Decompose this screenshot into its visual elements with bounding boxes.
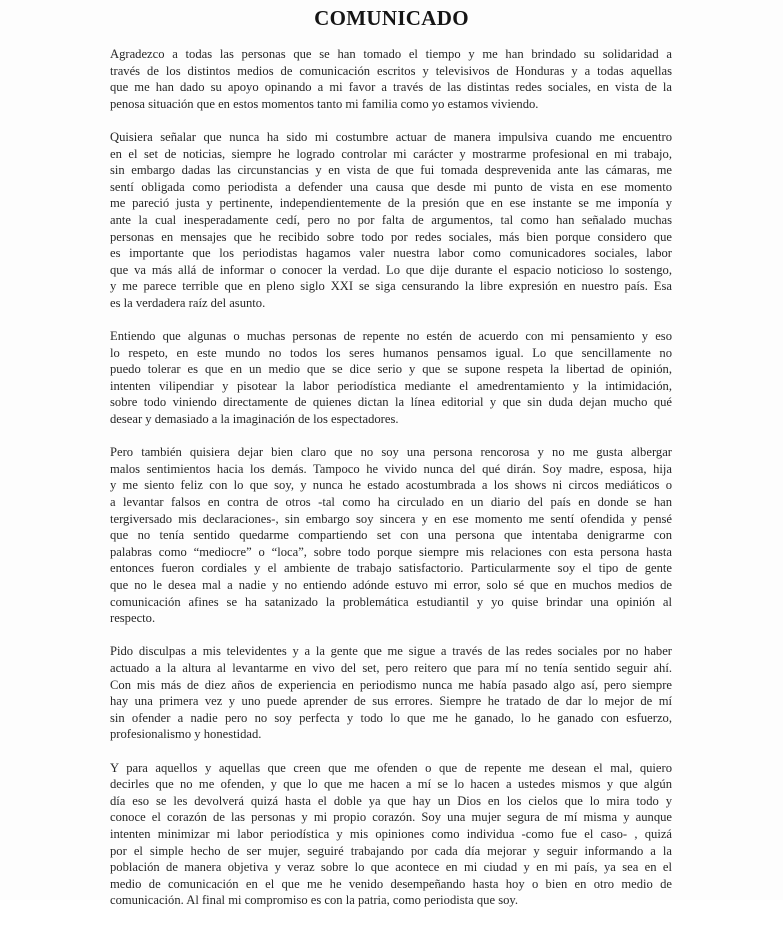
- text-line: lo respeto, en este mundo no todos los seres humanos pensamos igual. Lo que sencillamente no: [110, 345, 672, 360]
- text-line: entonces fueron cordiales y el ambiente de trabajo satisfactorio. Particularmente soy el tipo de gente: [110, 561, 672, 576]
- text-line: decirles que no me ofenden, y que lo que me hacen a mí se lo hacen a ustedes mismos y que algún: [110, 777, 672, 792]
- paragraph-clarification: [110, 444, 672, 627]
- text-line: desear y demasiado a la imaginación de los espectadores.: [110, 412, 399, 427]
- text-line: puedo tolerar es que en un medio que se dice serio y que se supone respeta la libertad de opinión,: [110, 362, 672, 377]
- text-line: población de manera objetiva y veraz sobre lo que acontece en mi ciudad y en mi país, ya sea en el: [110, 860, 672, 875]
- text-line: que no le desea mal a nadie y no entiendo adónde estuvo mi error, solo sé que en muchos medios de: [110, 578, 672, 592]
- paragraph-closing: [110, 760, 672, 909]
- text-line: Entiendo que algunas o muchas personas de repente no estén de acuerdo con mi pensamiento y eso: [110, 329, 672, 344]
- text-line: profesionalismo y honestidad.: [110, 727, 262, 742]
- text-line: personas en mensajes que he recibido sobre todo por redes sociales, más bien porque considero que: [110, 229, 672, 244]
- text-line: Con mis más de diez años de experiencia en periodismo nunca me había pasado algo así, pero siempre: [110, 677, 672, 692]
- text-line: sin embargo dadas las circunstancias y en vista de que fui tomada desprevenida ante las cámaras, me: [110, 163, 672, 178]
- text-line: Pido disculpas a mis televidentes y a la gente que me sigue a través de las redes sociales por no haber: [110, 644, 672, 659]
- text-line: Y para aquellos y aquellas que creen que me ofenden o que de repente me desean el mal, quiero: [110, 760, 672, 775]
- text-line: que me han dado su apoyo opinando a mi favor a través de las distintas redes sociales, en vista de la: [110, 80, 672, 95]
- text-line: intenten minimizar mi labor periodística y mis opiniones como individua -como fue el caso- , quizá: [110, 826, 672, 841]
- paragraph-explanation: [110, 129, 672, 312]
- document-body: [110, 46, 672, 925]
- text-line: medio de comunicación en el que me he venido desempeñando hasta hoy o bien en otro medio de: [110, 876, 672, 891]
- text-line: sin ofender a nadie pero no soy perfecta y todo lo que me he ganado, lo he ganado con esfuerzo,: [110, 710, 672, 725]
- paragraph-apology: [110, 643, 672, 743]
- text-line: respecto.: [110, 611, 156, 626]
- text-line: por el simple hecho de ser mujer, seguiré trabajando por cada día mejorar y seguir informando a la: [110, 843, 672, 858]
- text-line: y me parece terrible que en pleno siglo XXI se siga censurando la libre expresión en nuestro país. Esa: [110, 279, 672, 294]
- text-line: hay una primera vez y uno puede aprender de sus errores. Siempre he tratado de dar lo mejor de mí: [110, 694, 672, 709]
- text-line: conoce el corazón de las personas y mi propio corazón. Soy una mujer segura de mí misma y aunque: [110, 810, 672, 825]
- text-line: y me siento feliz con lo que soy, y nunca he estado acostumbrada a los shows ni circos mediáticos o: [110, 478, 672, 493]
- text-line: día eso se les devolverá quizá hasta el doble ya que hay un Dios en los cielos que lo mira todo y: [110, 793, 672, 808]
- paragraph-respect: [110, 328, 672, 428]
- text-line: penosa situación que en estos momentos tanto mi familia como yo estamos viviendo.: [110, 96, 539, 111]
- paragraph-gratitude: [110, 46, 672, 112]
- text-line: sobre todo viniendo directamente de quienes dictan la línea editorial y que sin duda dejan mucho qué: [110, 395, 672, 410]
- text-line: Quisiera señalar que nunca ha sido mi costumbre actuar de manera impulsiva cuando me encuentro: [110, 129, 672, 144]
- text-line: comunicación. Al final mi compromiso es con la patria, como periodista que soy.: [110, 893, 519, 908]
- text-line: ante la cual inesperadamente cedí, pero no por falta de argumentos, tal como han señalado muchas: [110, 212, 672, 227]
- text-line: me pareció justa y pertinente, independientemente de la presión que en ese instante se me imponía y: [110, 196, 672, 211]
- text-line: tergiversado mis declaraciones-, sin embargo soy sincera y en ese momento me sentí ofendida y pensé: [110, 511, 672, 526]
- text-line: intenten vilipendiar y pisotear la labor periodística mediante el amedrentamiento y la intimidación,: [110, 378, 672, 393]
- document-title: COMUNICADO: [314, 6, 469, 30]
- text-line: sentí obligada como periodista a defender una causa que desde mi punto de vista en ese momento: [110, 179, 672, 194]
- text-line: Pero también quisiera dejar bien claro que no soy una persona rencorosa y no me gusta albergar: [110, 445, 672, 460]
- text-line: palabras como “mediocre” o “loca”, sobre todo porque siempre mis relaciones con esta persona hasta: [110, 544, 672, 559]
- text-line: en el set de noticias, siempre he logrado controlar mi carácter y mostrarme profesional en mi trabajo,: [110, 146, 672, 161]
- text-line: a levantar falsos en contra de otros -tal como ha circulado en un diario del país en donde se han: [110, 495, 672, 510]
- text-line: comunicación afines se ha satanizado la problemática estudiantil y yo quise brindar una opinión al: [110, 594, 672, 609]
- text-line: Agradezco a todas las personas que se han tomado el tiempo y me han brindado su solidaridad a: [110, 47, 672, 61]
- text-line: actuado a la altura al levantarme en vivo del set, pero reitero que para mí no tenía sentido seguir ahí.: [110, 660, 672, 675]
- text-line: que no tenía sentido quedarme compartiendo set con una persona que intentaba denigrarme con: [110, 528, 672, 543]
- text-line: través de los distintos medios de comunicación escritos y televisivos de Honduras y a todas aquellas: [110, 63, 672, 78]
- text-line: es importante que los periodistas hagamos valer nuestra labor como comunicadores sociales, labor: [110, 246, 672, 261]
- text-line: es la verdadera raíz del asunto.: [110, 295, 266, 310]
- text-line: malos sentimientos hacia los demás. Tampoco he vivido nunca del qué dirán. Soy madre, esposa, hija: [110, 461, 672, 476]
- text-line: que va más allá de informar o conocer la verdad. Lo que dije durante el espacio noticioso lo sostengo,: [110, 262, 672, 277]
